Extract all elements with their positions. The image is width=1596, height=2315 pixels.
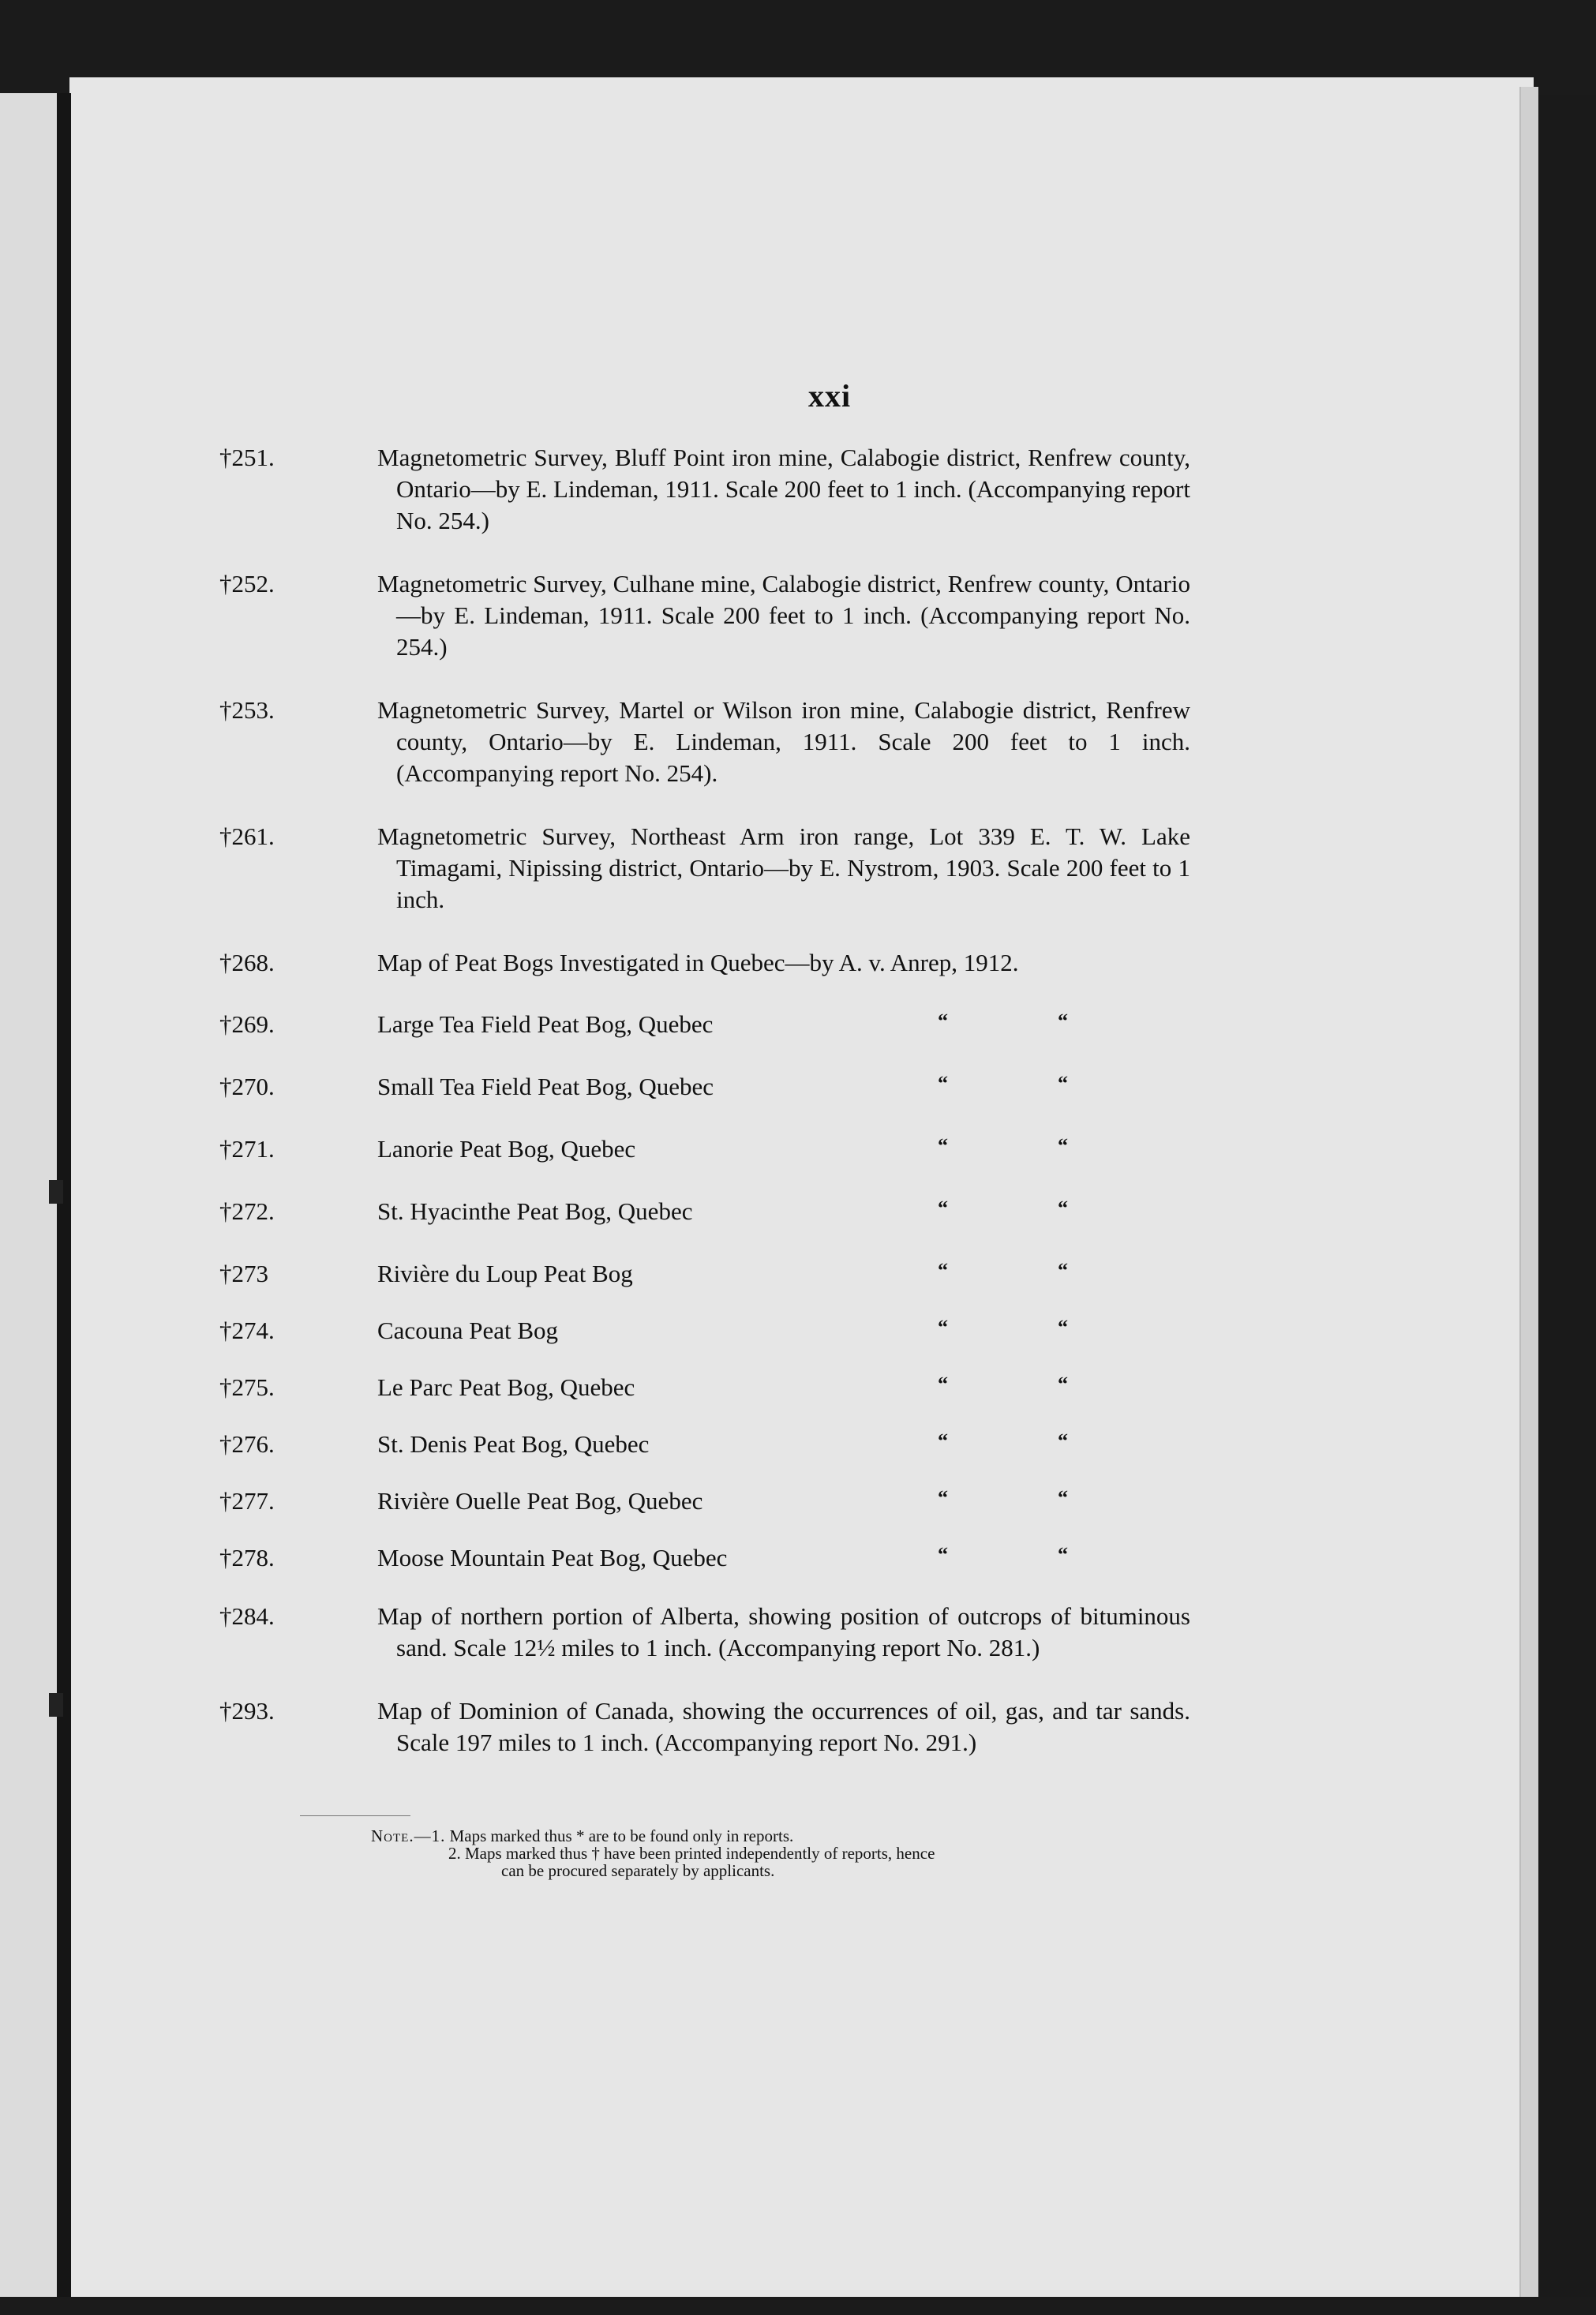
ditto-mark: “ [1058, 1072, 1068, 1095]
map-number: †269. [219, 1010, 275, 1038]
map-number: †274. [219, 1317, 275, 1344]
ditto-mark: “ [938, 1316, 948, 1339]
ditto-mark: “ [1058, 1134, 1068, 1157]
ditto-mark: “ [1058, 1543, 1068, 1566]
ditto-mark: “ [938, 1010, 948, 1032]
ditto-mark: “ [1058, 1373, 1068, 1395]
ditto-mark: “ [1058, 1259, 1068, 1282]
footnote-text: Maps marked thus † have been printed independently of reports, hence [465, 1844, 935, 1863]
map-number: †251. [219, 444, 275, 471]
footnote [371, 1827, 1200, 1879]
list-item [219, 1071, 1190, 1103]
ditto-mark: “ [1058, 1010, 1068, 1032]
map-number: †252. [219, 570, 275, 597]
map-title: St. Denis Peat Bog, Quebec [377, 1430, 650, 1458]
ditto-mark: “ [1058, 1197, 1068, 1219]
scan-background-bottom [0, 2297, 1596, 2315]
ditto-mark: “ [938, 1373, 948, 1395]
map-number: †270. [219, 1073, 275, 1100]
list-item [219, 442, 1190, 537]
map-number: †271. [219, 1135, 275, 1163]
footnote-line [371, 1827, 1200, 1845]
list-item [219, 1542, 1190, 1574]
list-item [219, 1133, 1190, 1165]
map-description: Map of Dominion of Canada, showing the occurrences of oil, gas, and tar sands. Scale 197 miles to 1 inch. (Accompanying report No. 291.) [377, 1697, 1190, 1756]
map-number: †261. [219, 822, 275, 850]
footnote-number: 2. [448, 1844, 461, 1863]
footnote-line [448, 1845, 1200, 1862]
map-number: †275. [219, 1373, 275, 1401]
map-number: †277. [219, 1487, 275, 1515]
map-description: Magnetometric Survey, Culhane mine, Calabogie district, Renfrew county, Ontario—by E. Lindeman, 1911. Scale 200 feet to 1 inch. (Accompanying report No. 254.) [377, 570, 1190, 661]
ditto-mark: “ [938, 1072, 948, 1095]
map-title: Cacouna Peat Bog [377, 1317, 559, 1344]
map-number: †268. [219, 949, 275, 976]
list-item [219, 1196, 1190, 1227]
map-description: Magnetometric Survey, Martel or Wilson iron mine, Calabogie district, Renfrew county, Ontario—by E. Lindeman, 1911. Scale 200 feet to 1 inch. (Accompanying report No. 254). [377, 696, 1190, 787]
map-number: †272. [219, 1197, 275, 1225]
ditto-mark: “ [1058, 1316, 1068, 1339]
list-item [219, 1315, 1190, 1347]
map-description: Map of Peat Bogs Investigated in Quebec—by A. v. Anrep, 1912. [377, 949, 1019, 976]
ditto-mark: “ [938, 1134, 948, 1157]
map-number: †293. [219, 1697, 275, 1725]
map-list [219, 442, 1190, 1790]
page-right-edge [1519, 87, 1538, 2315]
map-description: Map of northern portion of Alberta, showing position of outcrops of bituminous sand. Scale 12½ miles to 1 inch. (Accompanying report No. 281.) [377, 1602, 1190, 1661]
map-number: †278. [219, 1544, 275, 1571]
map-description: Magnetometric Survey, Northeast Arm iron range, Lot 339 E. T. W. Lake Timagami, Nipissing district, Ontario—by E. Nystrom, 1903. Scale 200 feet to 1 inch. [377, 822, 1190, 913]
page-number: xxi [807, 378, 852, 414]
list-item [219, 1695, 1190, 1759]
list-item [219, 568, 1190, 663]
ditto-mark: “ [938, 1429, 948, 1452]
map-title: Rivière Ouelle Peat Bog, Quebec [377, 1487, 703, 1515]
list-item [219, 1009, 1190, 1040]
map-title: Le Parc Peat Bog, Quebec [377, 1373, 635, 1401]
list-item [219, 947, 1190, 979]
binding-shadow [57, 93, 71, 2315]
map-title: Moose Mountain Peat Bog, Quebec [377, 1544, 728, 1571]
map-title: Large Tea Field Peat Bog, Quebec [377, 1010, 714, 1038]
list-item [219, 1258, 1190, 1290]
ditto-mark: “ [1058, 1429, 1068, 1452]
map-title: Rivière du Loup Peat Bog [377, 1260, 633, 1287]
footnote-lead: Note.—1. [371, 1826, 446, 1845]
map-title: St. Hyacinthe Peat Bog, Quebec [377, 1197, 693, 1225]
ditto-mark: “ [938, 1259, 948, 1282]
footnote-text: Maps marked thus * are to be found only in reports. [449, 1826, 794, 1845]
ditto-mark: “ [1058, 1486, 1068, 1509]
map-number: †284. [219, 1602, 275, 1630]
map-title: Small Tea Field Peat Bog, Quebec [377, 1073, 714, 1100]
map-number: †273 [219, 1260, 268, 1287]
map-description: Magnetometric Survey, Bluff Point iron mine, Calabogie district, Renfrew county, Ontario—by E. Lindeman, 1911. Scale 200 feet to 1 inch. (Accompanying report No. 254.) [377, 444, 1190, 534]
list-item [219, 1372, 1190, 1403]
ditto-mark: “ [938, 1197, 948, 1219]
ditto-mark: “ [938, 1543, 948, 1566]
list-item [219, 1429, 1190, 1460]
binding-clip-mark [49, 1693, 63, 1717]
footnote-text: can be procured separately by applicants. [501, 1861, 775, 1880]
map-number: †253. [219, 696, 275, 724]
ditto-mark: “ [938, 1486, 948, 1509]
list-item [219, 1601, 1190, 1664]
footnote-rule [300, 1815, 410, 1816]
binding-clip-mark [49, 1180, 63, 1204]
map-title: Lanorie Peat Bog, Quebec [377, 1135, 636, 1163]
list-item [219, 695, 1190, 789]
list-item [219, 1485, 1190, 1517]
map-number: †276. [219, 1430, 275, 1458]
list-item [219, 821, 1190, 916]
